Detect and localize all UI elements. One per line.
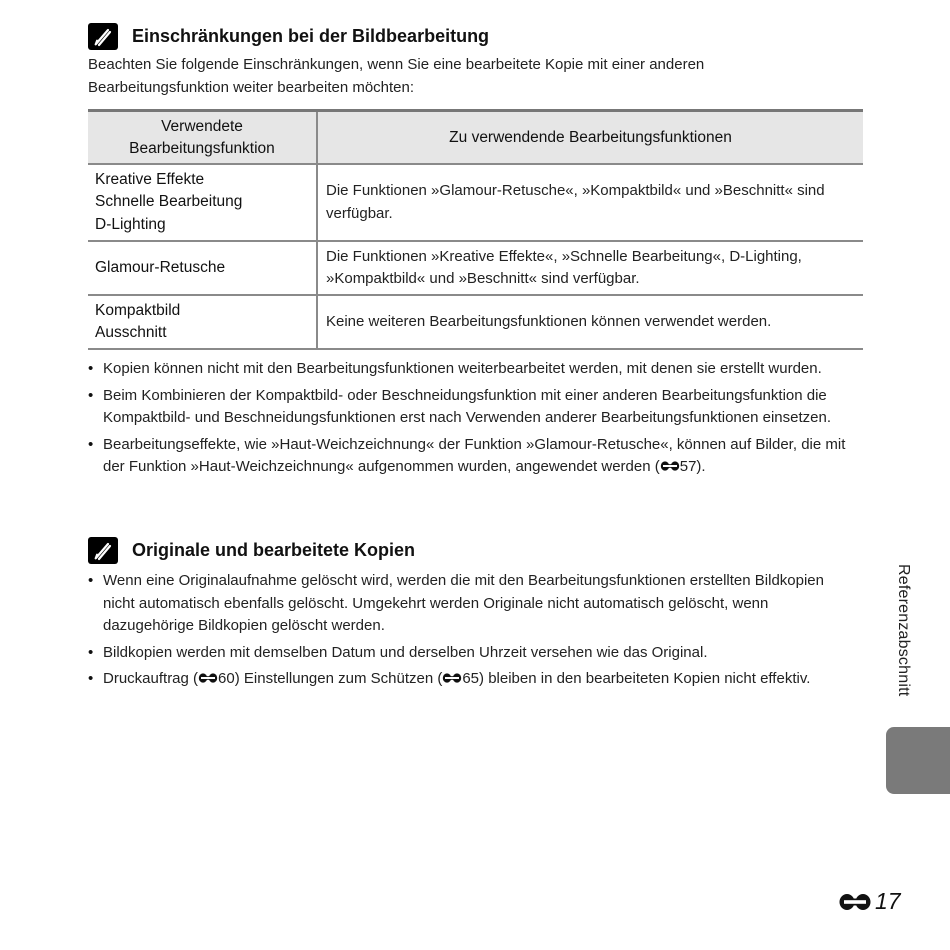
- section-heading-restrictions: [88, 23, 489, 50]
- restrictions-bullet-list: [88, 358, 858, 484]
- table-cell-used: Kreative Effekte Schnelle Bearbeitung D-Lighting: [88, 164, 317, 241]
- restrictions-table: [88, 109, 863, 350]
- reference-e-icon: [838, 892, 872, 912]
- note-icon: [88, 537, 118, 564]
- reference-page[interactable]: 65: [462, 670, 480, 687]
- list-item: • Kopien können nicht mit den Bearbeitungsfunktionen weiterbearbeitet werden, mit denen sie erstellt wurden.: [88, 358, 858, 381]
- table-row: [88, 241, 863, 295]
- table-cell-used: Glamour-Retusche: [88, 241, 317, 295]
- note-icon: [88, 23, 118, 50]
- section-title: Einschränkungen bei der Bildbearbeitung: [132, 26, 490, 46]
- section-title: Originale und bearbeitete Kopien: [132, 540, 416, 560]
- list-item: • Druckauftrag ( 60) Einstellungen zum Schützen ( 65) bleiben in den bearbeiteten Kopien nicht effektiv.: [88, 668, 858, 692]
- reference-e-icon: [442, 669, 462, 692]
- reference-page[interactable]: 57: [679, 458, 697, 475]
- table-header-row: [88, 111, 863, 165]
- intro-paragraph: Beachten Sie folgende Einschränkungen, wenn Sie eine bearbeitete Kopie mit einer anderen Bearbeitungsfunktion weiter bearbeiten möchten:: [88, 56, 705, 96]
- table-row: [88, 295, 863, 349]
- list-item: • Bearbeitungseffekte, wie »Haut-Weichzeichnung« der Funktion »Glamour-Retusche«, können auf Bilder, die mit der Funktion »Haut-Weichzeichnung« aufgenommen wurden, angewendet werden ( 57).: [88, 434, 858, 480]
- list-item: • Beim Kombinieren der Kompaktbild- oder Beschneidungsfunktion mit einer anderen Bearbeitungsfunktion die Kompaktbild- und Beschneidungsfunktionen erst nach Verwenden anderer Bearbeitungsfunktionen einsetzen.: [88, 385, 858, 430]
- table-header-allowed: Zu verwendende Bearbeitungsfunktionen: [317, 111, 863, 165]
- page-number-value: 17: [875, 888, 901, 914]
- table-cell-allowed: Keine weiteren Bearbeitungsfunktionen können verwendet werden.: [317, 295, 863, 349]
- table-row: [88, 164, 863, 241]
- originals-bullet-list: [88, 570, 858, 696]
- side-section-tab: [886, 727, 950, 794]
- table-header-used: Verwendete Bearbeitungsfunktion: [88, 111, 317, 165]
- page-number: [838, 888, 901, 915]
- table-cell-allowed: Die Funktionen »Kreative Effekte«, »Schnelle Bearbeitung«, D-Lighting, »Kompaktbild« und »Beschnitt« sind verfügbar.: [317, 241, 863, 295]
- reference-page[interactable]: 60: [218, 670, 235, 687]
- table-cell-allowed: Die Funktionen »Glamour-Retusche«, »Kompaktbild« und »Beschnitt« sind verfügbar.: [317, 164, 863, 241]
- reference-e-icon: [660, 457, 680, 480]
- table-cell-used: Kompaktbild Ausschnitt: [88, 295, 317, 349]
- section-heading-originals: [88, 537, 415, 564]
- reference-e-icon: [198, 669, 218, 692]
- list-item: • Bildkopien werden mit demselben Datum und derselben Uhrzeit versehen wie das Original.: [88, 642, 858, 665]
- list-item: • Wenn eine Originalaufnahme gelöscht wird, werden die mit den Bearbeitungsfunktionen erstellten Bildkopien nicht automatisch ebenfalls gelöscht. Umgekehrt werden Originale nicht automatisch gelöscht, wenn dazugehörige Bildkopien gelöscht werden.: [88, 570, 858, 638]
- side-section-label: Referenzabschnitt: [895, 564, 912, 697]
